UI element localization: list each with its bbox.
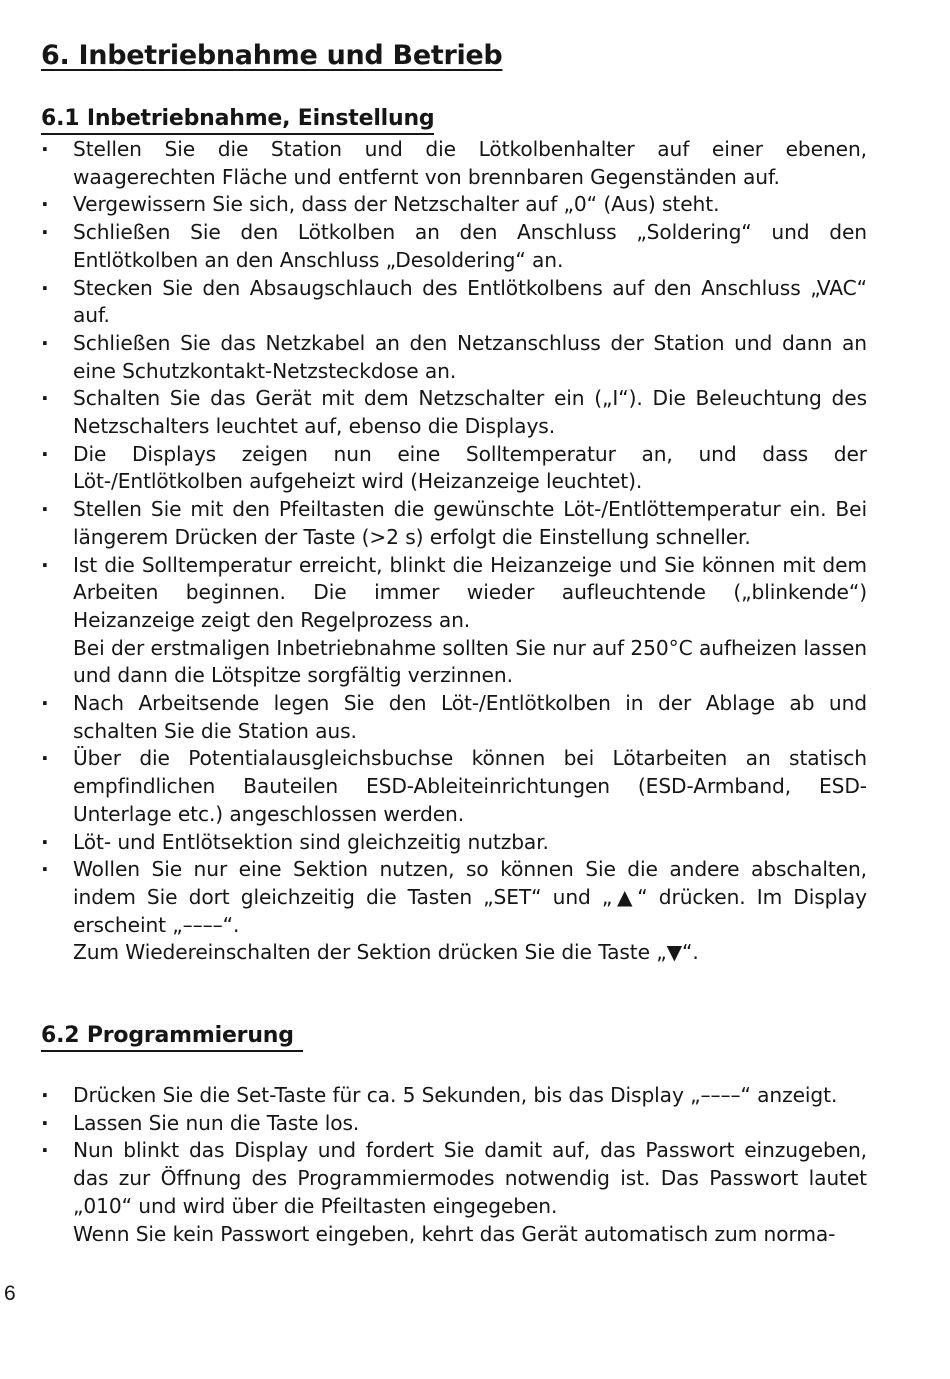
list-item: · Vergewissern Sie sich, dass der Netzschalter auf „0“ (Aus) steht.	[41, 191, 867, 219]
list-item: · Nach Arbeitsende legen Sie den Löt-/Entlötkolben in der Ablage ab und schalten Sie die Station aus.	[41, 690, 867, 745]
list-item-continuation: Wenn Sie kein Passwort eingeben, kehrt das Gerät automatisch zum norma-	[73, 1221, 836, 1246]
list-item: · Schließen Sie den Lötkolben an den Anschluss „Soldering“ und den Entlötkolben an den Anschluss „Desoldering“ an.	[41, 219, 867, 274]
list-item: · Über die Potentialausgleichsbuchse können bei Lötarbeiten an statisch empfindlichen Bauteilen ESD-Ableiteinrichtungen (ESD-Armband, ESD-Unterlage etc.) angeschlossen werden.	[41, 745, 867, 828]
list-item: · Schließen Sie das Netzkabel an den Netzanschluss der Station und dann an eine Schutzkontakt-Netzsteckdose an.	[41, 330, 867, 385]
page-number: 6	[4, 1282, 16, 1305]
section-title-programmierung: 6.2 Programmierung	[41, 1023, 303, 1052]
section-title-inbetriebnahme: 6.1 Inbetriebnahme, Einstellung	[41, 106, 434, 135]
list-item-continuation: Bei der erstmaligen Inbetriebnahme sollten Sie nur auf 250°C aufheizen lassen und dann die Lötspitze sorgfältig verzinnen.	[73, 635, 867, 688]
list-item: · Wollen Sie nur eine Sektion nutzen, so können Sie die andere abschalten, indem Sie dort gleichzeitig die Tasten „SET“ und „▲“ drücken. Im Display erscheint „––––“. Zum Wiedereinschalten der Sektion drücken Sie die Taste „▼“.	[41, 856, 867, 967]
list-item: · Nun blinkt das Display und fordert Sie damit auf, das Passwort einzugeben, das zur Öffnung des Programmiermodes notwendig ist. Das Passwort lautet „010“ und wird über die Pfeiltasten eingegeben. Wenn Sie kein Passwort eingeben, kehrt das Gerät automatisch zum norma-	[41, 1137, 867, 1248]
list-item: · Löt- und Entlötsektion sind gleichzeitig nutzbar.	[41, 829, 867, 857]
programming-steps-list	[41, 1082, 867, 1248]
list-item: · Ist die Solltemperatur erreicht, blinkt die Heizanzeige und Sie können mit dem Arbeiten beginnen. Die immer wieder aufleuchtende („blinkende“) Heizanzeige zeigt den Regelprozess an. Bei der erstmaligen Inbetriebnahme sollten Sie nur auf 250°C aufheizen lassen und dann die Lötspitze sorgfältig verzinnen.	[41, 552, 867, 691]
list-item: · Stecken Sie den Absaugschlauch des Entlötkolbens auf den Anschluss „VAC“ auf.	[41, 275, 867, 330]
list-item: · Die Displays zeigen nun eine Solltemperatur an, und dass der Löt-/Entlötkolben aufgeheizt wird (Heizanzeige leuchtet).	[41, 441, 867, 496]
setup-steps-list	[41, 136, 867, 967]
chapter-title: 6. Inbetriebnahme und Betrieb	[41, 40, 503, 71]
list-item: · Stellen Sie mit den Pfeiltasten die gewünschte Löt-/Entlöttemperatur ein. Bei längerem Drücken der Taste (>2 s) erfolgt die Einstellung schneller.	[41, 496, 867, 551]
list-item-continuation: Zum Wiedereinschalten der Sektion drücken Sie die Taste „▼“.	[73, 940, 699, 965]
list-item: · Lassen Sie nun die Taste los.	[41, 1110, 867, 1138]
list-item: · Drücken Sie die Set-Taste für ca. 5 Sekunden, bis das Display „––––“ anzeigt.	[41, 1082, 867, 1110]
list-item: · Stellen Sie die Station und die Lötkolbenhalter auf einer ebenen, waagerechten Fläche und entfernt von brennbaren Gegenständen auf.	[41, 136, 867, 191]
list-item: · Schalten Sie das Gerät mit dem Netzschalter ein („I“). Die Beleuchtung des Netzschalters leuchtet auf, ebenso die Displays.	[41, 385, 867, 440]
